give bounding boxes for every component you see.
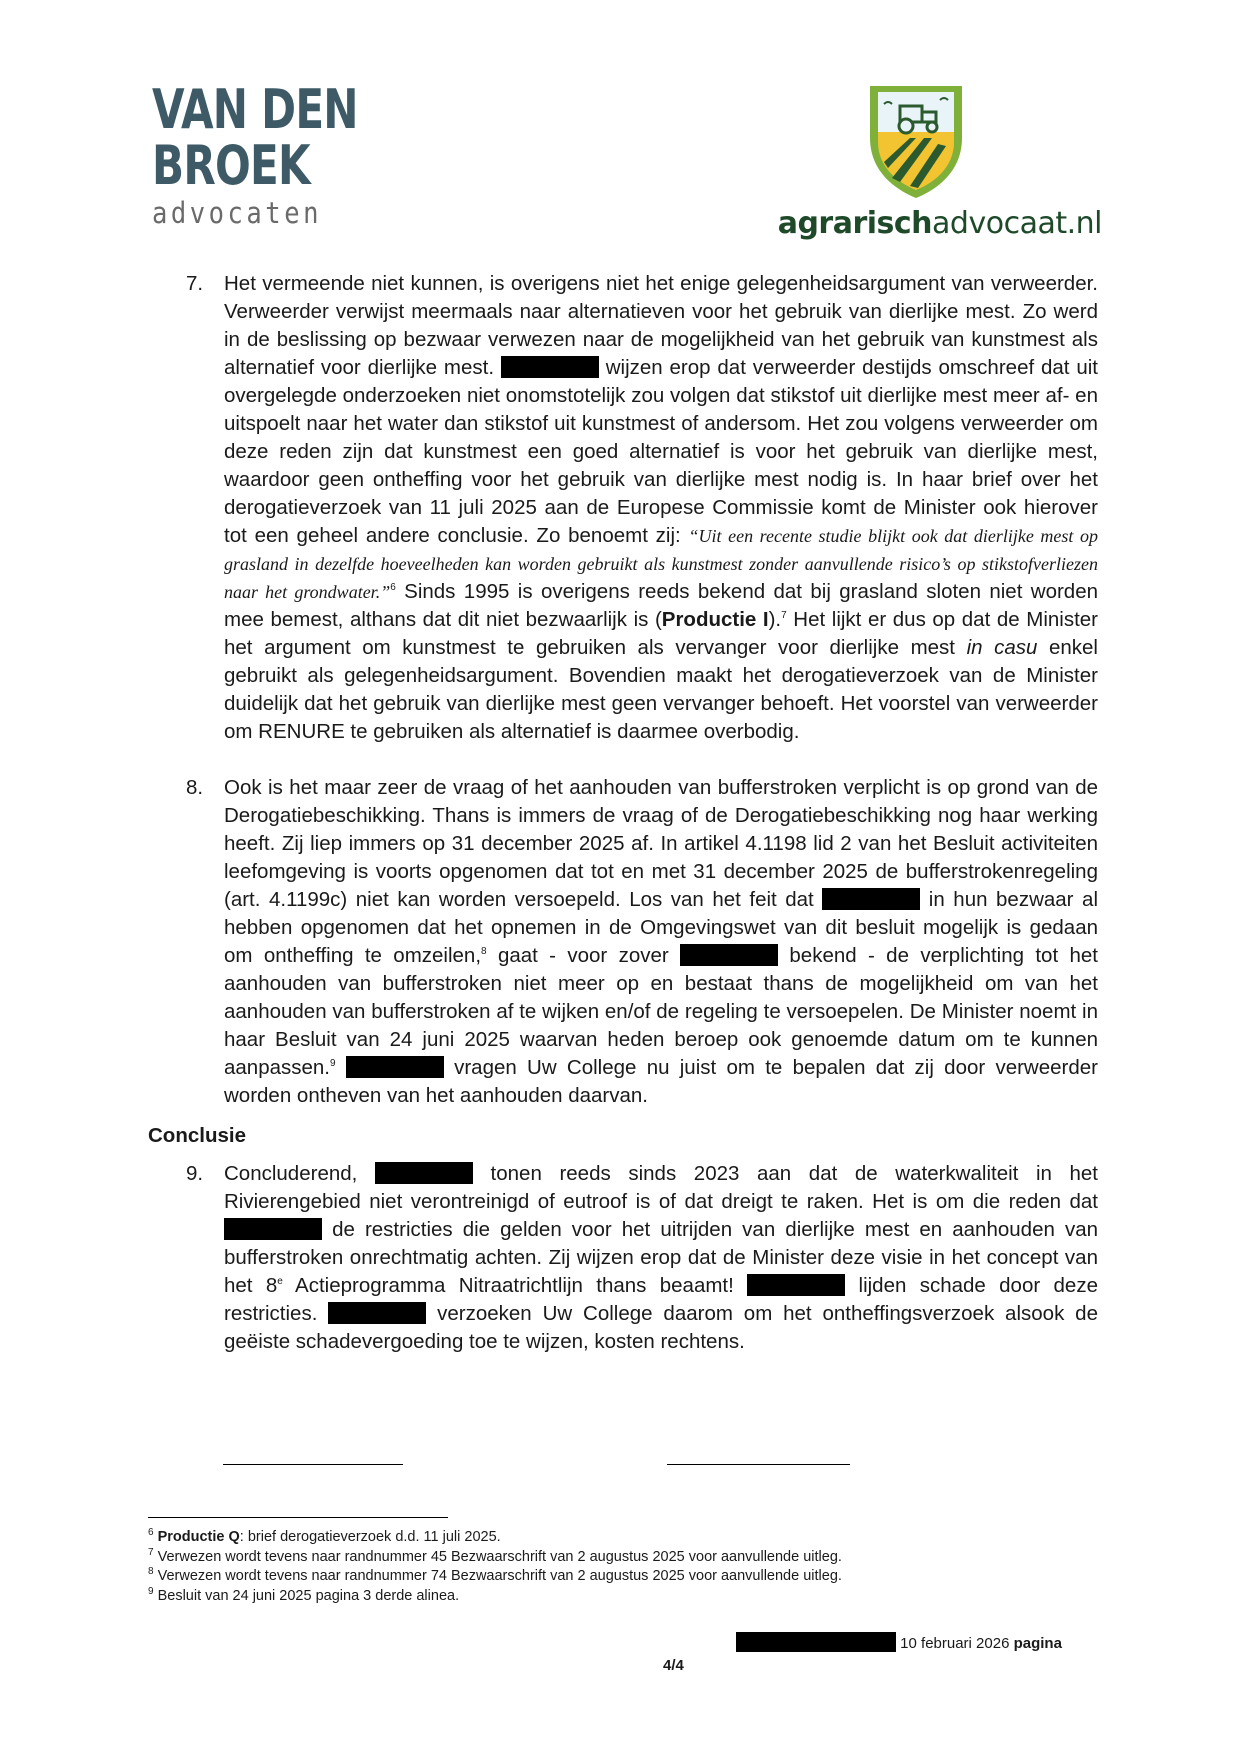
conclusion-heading: Conclusie	[148, 1124, 246, 1147]
document-body	[148, 270, 1098, 1356]
paragraph-8	[148, 774, 1098, 1110]
p7-quote: “Uit een recente studie blijkt ook dat dierlijke mest op grasland in dezelfde hoeveelheden kan worden gebruikt als kunstmest zonder aanvullende risico’s op stikstofverliezen naar het grondwater.”	[224, 526, 1098, 602]
p8-text-5	[336, 1056, 346, 1079]
redaction-block	[224, 1218, 322, 1240]
footnote-ref: 7	[781, 610, 787, 622]
footnote-item: $^9$ Besluit van 24 juni 2025 pagina 3 derde alinea.	[148, 1585, 460, 1604]
signature-line	[223, 1464, 403, 1465]
paragraph-7	[148, 270, 1098, 746]
footer-label: pagina	[1013, 1635, 1062, 1652]
p9-text-4: Actieprogramma Nitraatrichtlijn thans beaamt!	[282, 1274, 748, 1297]
footnote-ref: 9	[330, 1058, 336, 1070]
redaction-block	[822, 888, 920, 910]
p7-text-5: Het lijkt er dus op dat de Minister het argument om kunstmest te gebruiken als vervanger voor dierlijke mest	[224, 608, 1099, 659]
p9-text-3: de restricties die gelden voor het uitrijden van dierlijke mest en aanhouden van bufferstroken onrechtmatig achten. Zij wijzen erop dat de Minister deze visie in het concept van het 8	[224, 1218, 1098, 1297]
p8-text-6: vragen Uw College nu juist om te bepalen dat zij door verweerder worden ontheven van het aanhouden daarvan.	[224, 1056, 1098, 1107]
p9-text-1: Concluderend,	[224, 1162, 375, 1185]
agrarisch-advocaat-logo	[742, 82, 1102, 242]
redaction-block	[346, 1056, 444, 1078]
redaction-block	[680, 944, 778, 966]
page-number: 4/4	[663, 1657, 684, 1674]
paragraph-9	[148, 1160, 1098, 1356]
redaction-block	[375, 1162, 473, 1184]
footnote-ref: 6	[390, 582, 396, 594]
logo-left-line1: VAN DEN	[152, 78, 358, 141]
signature-line	[667, 1464, 850, 1465]
superscript-e: e	[277, 1276, 283, 1288]
redaction-block	[736, 1632, 896, 1652]
redaction-block	[747, 1274, 845, 1296]
site-name-rest: advocaat.nl	[932, 206, 1102, 241]
p8-text-2: in hun bezwaar al hebben opgenomen dat het opnemen in de Omgevingswet van dit besluit mogelijk is gedaan om ontheffing te omzeilen,	[224, 888, 1098, 967]
p7-text-6: enkel gebruikt als gelegenheidsargument. Bovendien maakt het derogatieverzoek van de Minister duidelijk dat het gebruik van dierlijke mest geen vervanger behoeft. Het voorstel van verweerder om RENURE te gebruiken als alternatief is daarmee overbodig.	[224, 636, 1098, 743]
paragraph-number: 8.	[186, 776, 204, 799]
p9-text-2: tonen reeds sinds 2023 aan dat de waterkwaliteit in het Rivierengebied niet verontreinigd of eutroof is of dat dreigt te raken. Het is om die reden dat	[224, 1162, 1098, 1213]
logo-left-line2: BROEK	[152, 134, 310, 197]
p7-italic: in casu	[966, 636, 1038, 659]
shield-tractor-icon	[866, 82, 966, 200]
site-name-bold: agrarisch	[777, 206, 933, 241]
footer-date: 10 februari 2026	[900, 1635, 1010, 1652]
footnote-divider	[148, 1517, 448, 1518]
footnotes	[148, 1528, 1048, 1606]
paragraph-number: 9.	[186, 1162, 204, 1185]
p7-text-3: Sinds 1995 is overigens reeds bekend dat bij grasland sloten niet worden mee bemest, althans dat dit niet bezwaarlijk is (	[224, 580, 1099, 631]
p7-production-ref: Productie I	[661, 608, 769, 631]
p8-text-3: gaat - voor zover	[486, 944, 681, 967]
redaction-block	[501, 356, 599, 378]
p8-text-1: Ook is het maar zeer de vraag of het aanhouden van bufferstroken verplicht is op grond van de Derogatiebeschikking. Thans is immers de vraag of de Derogatiebeschikking nog haar werking heeft. Zij liep immers op 31 december 2025 af. In artikel 4.1198 lid 2 van het Besluit activiteiten leefomgeving is voorts opgenomen dat tot en met 31 december 2025 de bufferstrokenregeling (art. 4.1199c) niet kan worden versoepeld. Los van het feit dat	[224, 776, 1098, 911]
p9-text-6: verzoeken Uw College daarom om het ontheffingsverzoek alsook de geëiste schadevergoeding toe te wijzen, kosten rechtens.	[224, 1302, 1098, 1353]
p7-text-4: ).	[768, 608, 782, 631]
p7-text-2: wijzen erop dat verweerder destijds omschreef dat uit overgelegde onderzoeken niet onomstotelijk zou volgen dat stikstof uit dierlijke mest meer af- en uitspoelt naar het water dan stikstof uit kunstmest of andersom. Het zou volgens verweerder om deze reden zijn dat kunstmest een goed alternatief is voor het gebruik van dierlijke mest, waardoor geen ontheffing voor het gebruik van dierlijke mest nodig is. In haar brief over het derogatieverzoek van 11 juli 2025 aan de Europese Commissie komt de Minister ook hierover tot een geheel andere conclusie. Zo benoemt zij:	[224, 356, 1098, 547]
footnote-item: $^6$ Productie Q: brief derogatieverzoek d.d. 11 juli 2025.	[148, 1527, 501, 1545]
paragraph-number: 7.	[186, 272, 204, 295]
p7-text-1: Het vermeende niet kunnen, is overigens niet het enige gelegenheidsargument van verweerder. Verweerder verwijst meermaals naar alternatieven voor het gebruik van dierlijke mest. Zo werd in de beslissing op bezwaar verwezen naar de mogelijkheid van het gebruik van kunstmest als alternatief voor dierlijke mest.	[224, 272, 1098, 379]
logo-left-line3: advocaten	[152, 196, 322, 230]
footnote-item: $^8$ Verwezen wordt tevens naar randnummer 74 Bezwaarschrift van 2 augustus 2025 voor aanvullende uitleg.	[148, 1566, 842, 1584]
p8-text-4: bekend - de verplichting tot het aanhouden van bufferstroken niet meer op en bestaat thans de mogelijkheid om van het aanhouden van bufferstroken af te wijken en/of de regeling te versoepelen. De Minister noemt in haar Besluit van 24 juni 2025 waarvan heden beroep ook genoemde datum om te kunnen aanpassen.	[224, 944, 1098, 1079]
van-den-broek-logo	[152, 78, 358, 242]
footnote-ref: 8	[481, 946, 487, 958]
redaction-block	[328, 1302, 426, 1324]
site-name	[742, 206, 1102, 241]
footnote-item: $^7$ Verwezen wordt tevens naar randnummer 45 Bezwaarschrift van 2 augustus 2025 voor aanvullende uitleg.	[148, 1546, 842, 1565]
p9-text-5: lijden schade door deze restricties.	[224, 1274, 1098, 1325]
page-footer	[736, 1632, 1062, 1652]
